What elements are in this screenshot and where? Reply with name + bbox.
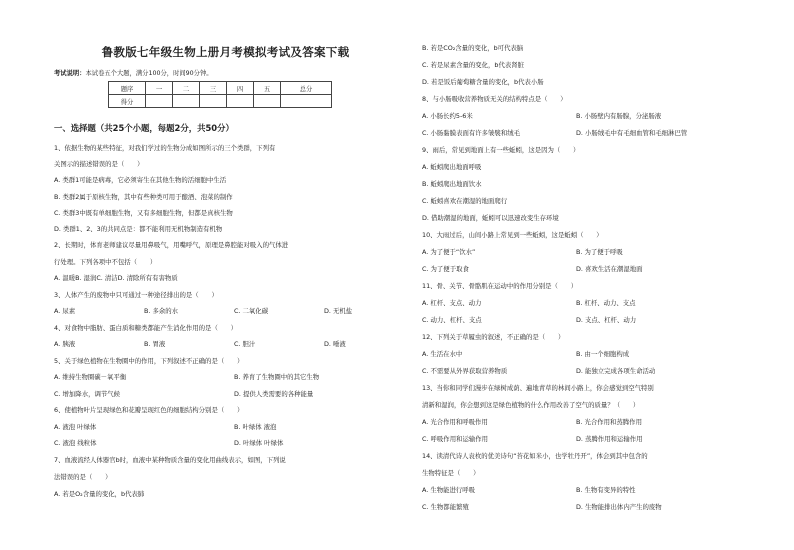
- score-input-cell[interactable]: [146, 95, 173, 108]
- question-line: 8、与小肠吸收营养物质无关的结构特点是（ ）: [422, 95, 567, 103]
- option-c: C. 二氧化碳: [234, 307, 269, 315]
- option-line: C. 蚯蚓喜欢在潮湿的地面爬行: [422, 197, 508, 205]
- option-b: B. 多余的水: [144, 307, 179, 315]
- option-d: D. 生物能排出体内产生的废物: [576, 503, 662, 511]
- option-c: C. 动力、杠杆、支点: [422, 316, 482, 324]
- option-a: A. 生物能进行呼吸: [422, 486, 476, 494]
- option-d: D. 提供人类需要的各种能量: [234, 390, 314, 398]
- score-cell: 四: [227, 82, 254, 95]
- option-d: D. 小肠绒毛中有毛细血管和毛细淋巴管: [576, 129, 688, 137]
- option-a: A. 胰液: [54, 340, 76, 348]
- option-a: A. 液泡 叶绿体: [54, 423, 97, 431]
- notice-text: 本试卷五个大题，满分100分，时间90分钟。: [85, 70, 213, 77]
- score-input-cell[interactable]: [173, 95, 200, 108]
- option-c: C. 增加降水，调节气候: [54, 390, 121, 398]
- score-cell: 一: [146, 82, 173, 95]
- question-line: 关图示的描述错误的是（ ）: [54, 160, 144, 168]
- question-line: 生物特征是（ ）: [422, 469, 480, 477]
- question-line: 4、对食物中脂肪、蛋白质和糖类都能产生消化作用的是（ ）: [54, 324, 238, 332]
- option-b: B. 光合作用和蒸腾作用: [576, 418, 642, 426]
- option-c: C. 呼吸作用和运输作用: [422, 435, 489, 443]
- option-d: D. 唾液: [324, 340, 346, 348]
- option-a: A. 杠杆、支点、动力: [422, 299, 482, 307]
- option-line: A. 蚯蚓爬出地面呼吸: [422, 163, 482, 171]
- option-d: D. 无机盐: [324, 307, 353, 315]
- question-line: 14、读清代诗人袁枚的优美诗句“苔花如米小，也学牡丹开”，体会到其中包含的: [422, 452, 648, 460]
- question-line: 6、使植物叶片呈现绿色和花瓣呈现红色的细胞结构分别是（ ）: [54, 406, 244, 414]
- option-a: A. 小肠长约5-6米: [422, 112, 473, 120]
- question-line: 11、骨、关节、骨骼肌在运动中的作用分别是（ ）: [422, 282, 578, 290]
- question-line: 10、大雨过后，山间小路上常见到一些蚯蚓，这是蚯蚓（ ）: [422, 231, 603, 239]
- option-line: B. 蚯蚓爬出地面饮水: [422, 180, 482, 188]
- score-input-cell[interactable]: [254, 95, 281, 108]
- option-c: C. 小肠黏膜表面有许多皱襞和绒毛: [422, 129, 520, 137]
- section-heading: 一、选择题（共25个小题，每题2分，共50分）: [54, 123, 234, 133]
- score-cell: 总分: [281, 82, 332, 95]
- question-line: 3、人体产生的废物中只可通过一种途径排出的是（ ）: [54, 291, 218, 299]
- option-line: A. 温暖B. 湿润C. 清洁D. 清除所有有害物质: [54, 274, 178, 282]
- option-b: B. 养育了生物圈中的其它生物: [234, 373, 320, 381]
- score-cell: 三: [200, 82, 227, 95]
- score-row-label: 得分: [109, 95, 146, 108]
- question-line: 2、长期时，体育老师建议尽量用鼻吸气，用嘴呼气，原理是鼻腔能对吸入的气体进: [54, 241, 289, 249]
- option-line: D. 借助潮湿的地面，蚯蚓可以迅速改变生存环境: [422, 214, 559, 222]
- score-input-cell[interactable]: [281, 95, 332, 108]
- option-line: C. 若是尿素含量的变化，b代表肾脏: [422, 61, 525, 69]
- question-line: 12、下列关于草履虫的叙述，不正确的是（ ）: [422, 333, 565, 341]
- option-c: C. 胆汁: [234, 340, 256, 348]
- option-b: B. 为了便于呼吸: [576, 248, 623, 256]
- option-c: C. 液泡 线粒体: [54, 439, 97, 447]
- question-line: 行处理。下列各项中不包括（ ）: [54, 258, 157, 266]
- score-cell: 五: [254, 82, 281, 95]
- option-b: B. 生物有变异的特性: [576, 486, 636, 494]
- option-line: B. 若是CO₂含量的变化，b可代表脑: [422, 44, 524, 52]
- option-a: A. 维持生物圈碳－氧平衡: [54, 373, 127, 381]
- score-input-cell[interactable]: [200, 95, 227, 108]
- option-line: D. 类群1、2、3的共同点是：都不能利用无机物制造有机物: [54, 225, 223, 233]
- option-a: A. 为了便于“饮水”: [422, 248, 476, 256]
- option-line: B. 类群2属于原核生物，其中有些种类可用于酿酒、泡菜的制作: [54, 193, 233, 201]
- option-line: D. 若是饭后葡萄糖含量的变化，b代表小肠: [422, 78, 544, 86]
- score-table-header: [109, 82, 332, 95]
- question-line: 法错误的是（ ）: [54, 473, 112, 481]
- question-line: 7、血液流经人体器官b时，血液中某种物质含量的变化用曲线表示，如图，下列说: [54, 456, 286, 464]
- option-a: A. 尿素: [54, 307, 76, 315]
- score-input-cell[interactable]: [227, 95, 254, 108]
- option-a: A. 生活在水中: [422, 350, 463, 358]
- option-line: A. 类群1可能是病毒，它必须寄生在其他生物的活细胞中生活: [54, 176, 227, 184]
- option-line: C. 类群3中既有单细胞生物，又有多细胞生物，但都是真核生物: [54, 209, 233, 217]
- option-d: D. 支点、杠杆、动力: [576, 316, 637, 324]
- score-table-row: [109, 95, 332, 108]
- option-a: A. 光合作用和呼吸作用: [422, 418, 488, 426]
- exam-notice: [54, 68, 213, 77]
- question-line: 9、雨后，常见到地面上有一些蚯蚓，这是因为（ ）: [422, 146, 580, 154]
- option-d: D. 能独立完成各项生命活动: [576, 367, 656, 375]
- option-c: C. 生物都能繁殖: [422, 503, 469, 511]
- option-b: B. 小肠壁内有肠腺，分泌肠液: [576, 112, 662, 120]
- option-line: A. 若是O₂含量的变化，b代表肺: [54, 490, 145, 498]
- option-c: C. 不需要从外界获取营养物质: [422, 367, 508, 375]
- question-line: 13、当你和同学们漫步在绿树成荫、遍地青草的林间小路上，你会感觉到空气特别: [422, 384, 654, 392]
- question-line: 清新和湿润，你会想到这是绿色植物的什么作用改善了空气的质量？（ ）: [422, 401, 640, 409]
- score-table: [108, 81, 332, 108]
- option-b: B. 胃液: [144, 340, 166, 348]
- notice-label: 考试说明：: [54, 70, 86, 77]
- option-b: B. 由一个细胞构成: [576, 350, 630, 358]
- score-cell: 题序: [109, 82, 146, 95]
- option-b: B. 杠杆、动力、支点: [576, 299, 636, 307]
- question-line: 1、依据生物的某些特征，对我们学过的生物分成如图所示的三个类群，下列有: [54, 144, 276, 152]
- option-d: D. 喜欢生活在潮湿地面: [576, 265, 643, 273]
- option-b: B. 叶绿体 液泡: [234, 423, 277, 431]
- page-title: 鲁教版七年级生物上册月考模拟考试及答案下载: [101, 45, 350, 59]
- option-c: C. 为了便于取食: [422, 265, 469, 273]
- option-d: D. 蒸腾作用和运输作用: [576, 435, 643, 443]
- score-cell: 二: [173, 82, 200, 95]
- question-line: 5、关于绿色植物在生物圈中的作用，下列叙述不正确的是（ ）: [54, 357, 244, 365]
- option-d: D. 叶绿体 叶绿体: [234, 439, 284, 447]
